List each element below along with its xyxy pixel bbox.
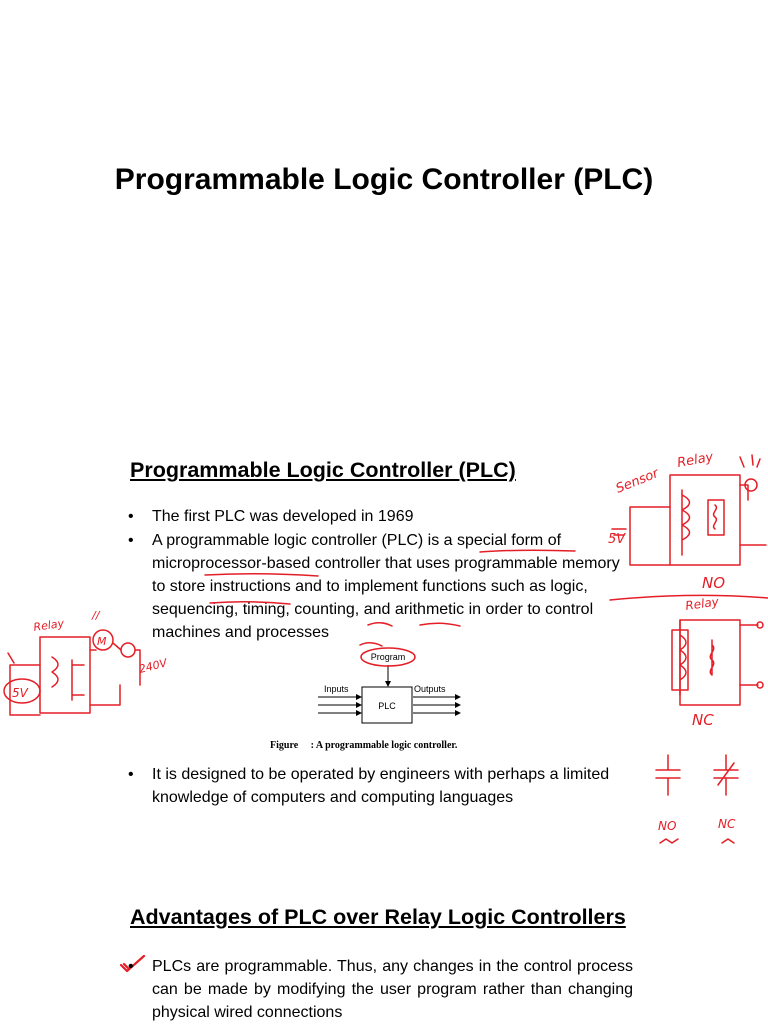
voltage-5v-left: 5V: [12, 686, 28, 700]
wire-nc: [740, 625, 758, 685]
relay-label-top: Relay: [676, 449, 715, 471]
bullet-item: • It is designed to be operated by engineers with perhaps a limited knowledge of computers and computing languages: [128, 763, 633, 809]
slide-title: Programmable Logic Controller (PLC): [114, 163, 654, 196]
bullet-item: • PLCs are programmable. Thus, any changes in the control process can be made by modifying the user program rather than changing physical wired connections: [128, 955, 633, 1024]
meter-icon: [121, 643, 135, 657]
lamp-rays: [740, 455, 760, 467]
plc-bullet-list: [128, 505, 633, 644]
relay-frame-nc: [680, 620, 740, 705]
voltage-5v-right: 5V: [608, 532, 626, 547]
sensor-label: Sensor: [613, 466, 661, 497]
bullet-item: • The first PLC was developed in 1969: [128, 505, 633, 528]
nc-contact-symbol: [714, 755, 738, 795]
no-tick-mark: [660, 839, 678, 843]
relay-coil-no: [682, 490, 690, 555]
relay-frame-left: [40, 637, 90, 713]
section-heading-advantages: Advantages of PLC over Relay Logic Controllers: [130, 905, 626, 929]
relay-coil-nc: [680, 635, 686, 680]
outputs-label: Outputs: [414, 684, 446, 694]
figure-caption-prefix: Figure: [270, 740, 299, 751]
section-heading-plc: Programmable Logic Controller (PLC): [130, 458, 516, 482]
wire-lamp-no: [740, 485, 748, 500]
relay-sketch-left: [0, 605, 175, 720]
tick-mark-left: //: [92, 609, 100, 622]
inputs-label: Inputs: [324, 684, 349, 694]
no-contact-symbol: [656, 755, 680, 795]
nc-tick-mark: [722, 839, 734, 843]
voltage-240v: 240V: [137, 656, 169, 676]
wire-sensor-no: [630, 507, 670, 565]
relay-contact-nc: [710, 640, 713, 675]
relay-coil-left: [52, 657, 58, 687]
wire-load-left: [90, 643, 140, 705]
tick-left: [8, 653, 14, 663]
program-label: Program: [370, 652, 406, 662]
advantages-bullet-list: [128, 955, 633, 1024]
plc-bullet-list-2: [128, 763, 633, 809]
relay-sketch-right: [600, 445, 768, 865]
relay-label-left: Relay: [32, 616, 65, 634]
plc-label: PLC: [378, 701, 396, 711]
relay-label-mid: Relay: [684, 594, 720, 613]
relay-contact-left: [72, 660, 84, 700]
relay-contact-coil-no: [714, 505, 717, 529]
plc-block-diagram: [310, 645, 470, 737]
no-label: NO: [702, 574, 726, 592]
motor-label: M: [97, 635, 107, 648]
no-symbol-label: NO: [658, 819, 677, 833]
figure-caption: [270, 740, 457, 751]
bullet-item: • A programmable logic controller (PLC) is a special form of microprocessor-based controller that uses programmable memory to store instructions and to implement functions such as logic, sequencing, timing, counting, and arithmetic in order to control machines and processes: [128, 529, 633, 644]
relay-frame-no: [670, 475, 740, 565]
nc-label: NC: [692, 711, 714, 729]
nc-symbol-label: NC: [718, 817, 736, 831]
figure-caption-text: : A programmable logic controller.: [310, 740, 458, 751]
